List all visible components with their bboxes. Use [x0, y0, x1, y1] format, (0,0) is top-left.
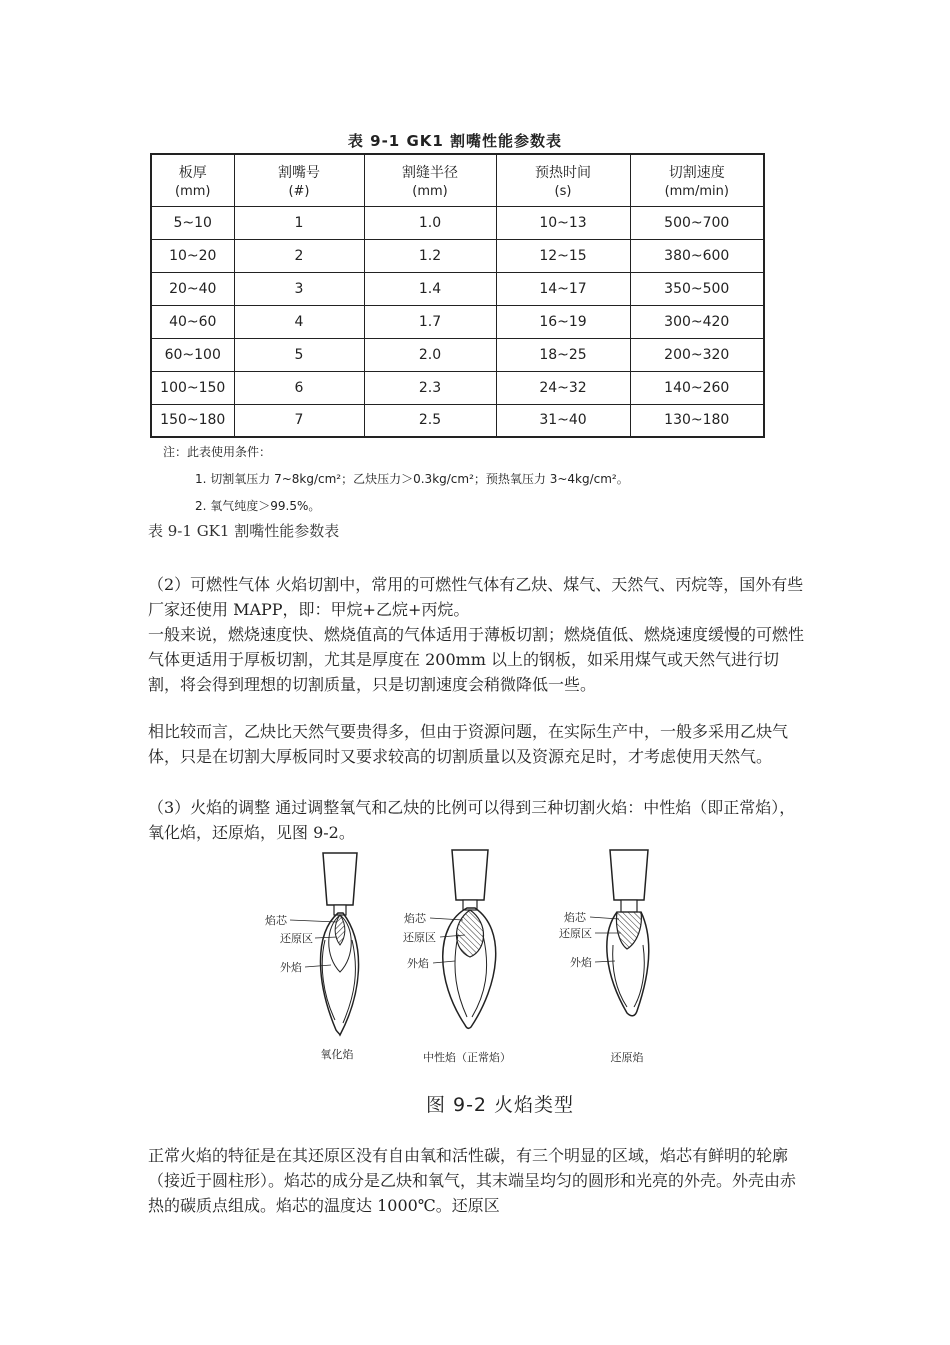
header-nozzle-number: 割嘴号 (#) [234, 154, 364, 206]
header-cutting-speed: 切割速度 (mm/min) [630, 154, 764, 206]
flame2-name: 中性焰（正常焰） [423, 1051, 511, 1064]
table-cell: 350~500 [630, 272, 764, 305]
table-cell: 2 [234, 239, 364, 272]
note-item: 2. 氧气纯度＞99.5%。 [195, 499, 321, 513]
table-cell: 140~260 [630, 371, 764, 404]
table-cell: 7 [234, 404, 364, 437]
reducing-flame-diagram [590, 850, 649, 1016]
table-cell: 2.0 [364, 338, 496, 371]
flame2-outer-label: 外焰 [407, 957, 429, 970]
parameter-table [150, 153, 765, 438]
table-cell: 300~420 [630, 305, 764, 338]
table-row [151, 371, 764, 404]
table-cell: 1.0 [364, 206, 496, 239]
table-cell: 10~13 [496, 206, 630, 239]
flame1-reduction-label: 还原区 [280, 932, 313, 945]
flame3-core-label: 焰芯 [564, 911, 586, 924]
table-cell: 2.5 [364, 404, 496, 437]
table-cell: 500~700 [630, 206, 764, 239]
paragraph-gas-usage: 一般来说，燃烧速度快、燃烧值高的气体适用于薄板切割；燃烧值低、燃烧速度缓慢的可燃性气体更适用于厚板切割，尤其是厚度在 200mm 以上的钢板，如采用煤气或天然气进行切割，将会得到理想的切割质量，只是切割速度会稍微降低一些。 [148, 625, 805, 694]
paragraph-gas-comparison: 相比较而言，乙炔比天然气要贵得多，但由于资源问题，在实际生产中，一般多采用乙炔气体，只是在切割大厚板同时又要求较高的切割质量以及资源充足时，才考虑使用天然气。 [148, 722, 789, 766]
flame3-reduction-label: 还原区 [559, 927, 592, 940]
table-cell: 1.2 [364, 239, 496, 272]
table-cell: 100~150 [151, 371, 234, 404]
note-item: 1. 切割氧压力 7~8kg/cm²；乙炔压力＞0.3kg/cm²；预热氧压力 3~4kg/cm²。 [195, 472, 629, 486]
table-cell: 380~600 [630, 239, 764, 272]
table-cell: 150~180 [151, 404, 234, 437]
table-cell: 1.4 [364, 272, 496, 305]
table-row [151, 239, 764, 272]
flame3-name: 还原焰 [610, 1051, 644, 1064]
table-cell: 5 [234, 338, 364, 371]
table-row [151, 404, 764, 437]
table-row [151, 206, 764, 239]
table-row [151, 338, 764, 371]
table-cell: 4 [234, 305, 364, 338]
notes-heading: 注：此表使用条件： [163, 445, 272, 459]
table-cell: 24~32 [496, 371, 630, 404]
flame1-core-label: 焰芯 [265, 914, 287, 927]
table-cell: 3 [234, 272, 364, 305]
table-cell: 1 [234, 206, 364, 239]
flame1-name: 氧化焰 [320, 1048, 354, 1061]
flame2-core-label: 焰芯 [404, 912, 426, 925]
flame2-reduction-label: 还原区 [403, 931, 436, 944]
figure-caption: 图 9-2 火焰类型 [425, 1094, 575, 1116]
flame3-outer-label: 外焰 [570, 956, 592, 969]
table-cell: 6 [234, 371, 364, 404]
table-cell: 5~10 [151, 206, 234, 239]
table-cell: 1.7 [364, 305, 496, 338]
table-cell: 40~60 [151, 305, 234, 338]
table-row [151, 305, 764, 338]
flame1-outer-label: 外焰 [280, 961, 302, 974]
table-notes [163, 443, 629, 524]
table-cell: 12~15 [496, 239, 630, 272]
table-cell: 60~100 [151, 338, 234, 371]
table-cell: 2.3 [364, 371, 496, 404]
table-cell: 10~20 [151, 239, 234, 272]
table-cell: 20~40 [151, 272, 234, 305]
table-title: 表 9-1 GK1 割嘴性能参数表 [347, 132, 563, 150]
flame-types-figure [255, 845, 695, 1085]
table-cell: 18~25 [496, 338, 630, 371]
header-thickness: 板厚 (mm) [151, 154, 234, 206]
table-row [151, 272, 764, 305]
table-header-row [151, 154, 764, 206]
header-preheat-time: 预热时间 (s) [496, 154, 630, 206]
table-cell: 31~40 [496, 404, 630, 437]
paragraph-flame-adjustment: （3）火焰的调整 通过调整氧气和乙炔的比例可以得到三种切割火焰：中性焰（即正常焰），氧化焰，还原焰，见图 9-2。 [148, 798, 796, 842]
table-cell: 16~19 [496, 305, 630, 338]
table-cell: 200~320 [630, 338, 764, 371]
paragraph-normal-flame: 正常火焰的特征是在其还原区没有自由氧和活性碳，有三个明显的区域，焰芯有鲜明的轮廓（接近于圆柱形）。焰芯的成分是乙炔和氧气，其末端呈均匀的圆形和光亮的外壳。外壳由赤热的碳质点组成。焰芯的温度达 1000℃。还原区 [148, 1146, 797, 1215]
neutral-flame-diagram [430, 850, 496, 1028]
table-cell: 14~17 [496, 272, 630, 305]
table-cell: 130~180 [630, 404, 764, 437]
table-caption: 表 9-1 GK1 割嘴性能参数表 [148, 522, 340, 540]
header-kerf-radius: 割缝半径 (mm) [364, 154, 496, 206]
paragraph-combustible-gas: （2）可燃性气体 火焰切割中，常用的可燃性气体有乙炔、煤气、天然气、丙烷等，国外有些厂家还使用 MAPP，即：甲烷+乙烷+丙烷。 [148, 575, 804, 619]
